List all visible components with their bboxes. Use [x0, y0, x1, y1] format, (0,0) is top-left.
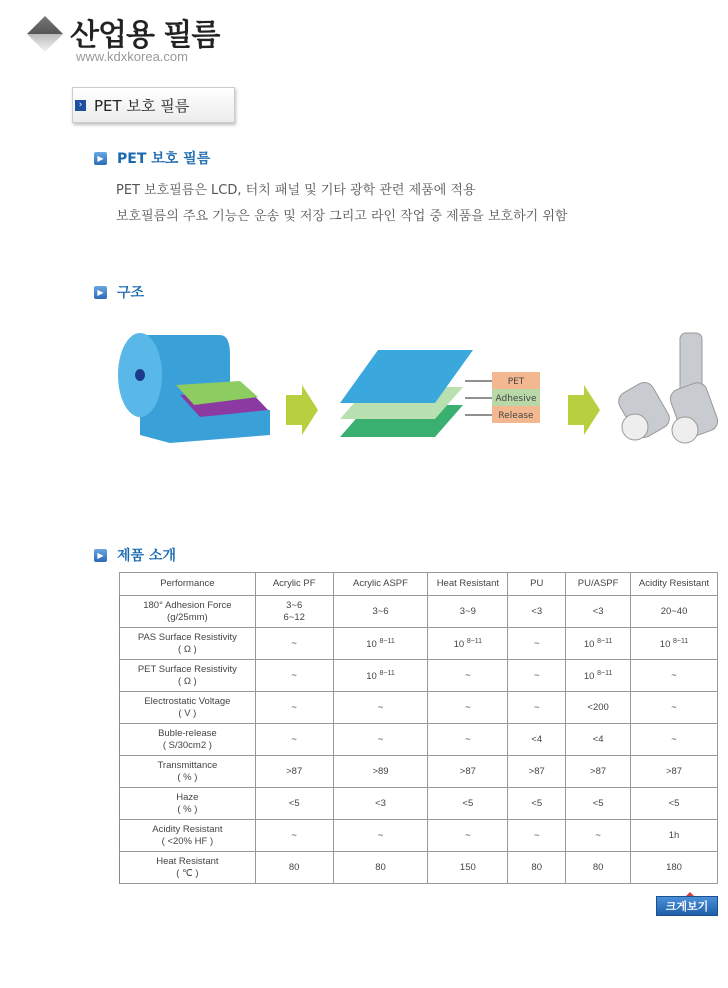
table-cell: 180 — [631, 852, 718, 884]
site-url: www.kdxkorea.com — [76, 49, 188, 64]
table-cell: >87 — [508, 756, 566, 788]
row-label — [120, 660, 256, 692]
chevron-right-icon: › — [75, 100, 86, 111]
table-cell: ~ — [255, 820, 333, 852]
table-cell: >89 — [333, 756, 428, 788]
row-label — [120, 628, 256, 660]
layer-diagram — [340, 350, 540, 437]
table-cell: 10 $^{8\sim 11}$ — [333, 660, 428, 692]
table-cell: <5 — [255, 788, 333, 820]
property-unit: ( ℃ ) — [176, 867, 199, 879]
table-cell: ~ — [428, 820, 508, 852]
table-cell: ~ — [255, 628, 333, 660]
property-unit: ( <20% HF ) — [161, 835, 214, 847]
table-cell: ~ — [333, 820, 428, 852]
property-name: Haze — [176, 791, 199, 803]
table-row — [120, 852, 718, 884]
table-cell: ~ — [631, 724, 718, 756]
arrow-right-icon — [568, 385, 600, 435]
property-name: Heat Resistant — [156, 855, 219, 867]
table-cell: <200 — [566, 692, 631, 724]
property-unit: ( Ω ) — [178, 675, 197, 687]
table-cell: 80 — [255, 852, 333, 884]
category-tab[interactable] — [72, 87, 235, 123]
table-cell: ~ — [255, 724, 333, 756]
intro-line-1: PET 보호필름은 LCD, 터치 패널 및 기타 광학 관련 제품에 적용 — [116, 183, 476, 198]
table-cell: ~ — [566, 820, 631, 852]
table-cell: ~ — [428, 660, 508, 692]
table-cell: <5 — [566, 788, 631, 820]
table-cell: 10 $^{8\sim 11}$ — [566, 660, 631, 692]
product-spec-table — [119, 572, 718, 884]
zoom-view-button[interactable]: 크게보기 — [656, 896, 718, 916]
bullet-arrow-icon: ▶ — [94, 286, 107, 299]
table-cell: 80 — [566, 852, 631, 884]
property-unit: ( % ) — [177, 771, 198, 783]
bullet-arrow-icon: ▶ — [94, 549, 107, 562]
column-header: Acrylic PF — [255, 573, 333, 596]
table-cell: <3 — [333, 788, 428, 820]
row-label — [120, 692, 256, 724]
table-cell: >87 — [631, 756, 718, 788]
table-row — [120, 628, 718, 660]
column-header: PU/ASPF — [566, 573, 631, 596]
column-header: Acidity Resistant — [631, 573, 718, 596]
property-unit: ( V ) — [178, 707, 197, 719]
table-cell: 80 — [508, 852, 566, 884]
table-cell: ~ — [255, 692, 333, 724]
row-label — [120, 596, 256, 628]
section-intro-heading — [94, 148, 210, 168]
table-cell: ~ — [508, 692, 566, 724]
table-cell: 20~40 — [631, 596, 718, 628]
table-cell: <5 — [631, 788, 718, 820]
table-cell: ~ — [428, 724, 508, 756]
property-unit: ( % ) — [177, 803, 198, 815]
property-name: Transmittance — [157, 759, 218, 771]
table-row — [120, 756, 718, 788]
page-title: 산업용 필름 — [70, 18, 220, 53]
table-cell: 10 $^{8\sim 11}$ — [333, 628, 428, 660]
property-name: Acidity Resistant — [152, 823, 223, 835]
table-cell: <5 — [428, 788, 508, 820]
table-cell: 3~9 — [428, 596, 508, 628]
section-title: 제품 소개 — [117, 548, 176, 564]
property-name: Electrostatic Voltage — [144, 695, 231, 707]
table-cell: 3~6 6~12 — [255, 596, 333, 628]
table-cell: 10 $^{8\sim 11}$ — [428, 628, 508, 660]
table-cell: 10 $^{8\sim 11}$ — [631, 628, 718, 660]
property-name: PAS Surface Resistivity — [137, 631, 237, 643]
table-cell: ~ — [631, 660, 718, 692]
table-cell: ~ — [631, 692, 718, 724]
column-header: Heat Resistant — [428, 573, 508, 596]
structure-diagram — [110, 325, 728, 450]
table-cell: ~ — [508, 820, 566, 852]
film-roll-illustration — [118, 333, 270, 443]
table-cell: ~ — [333, 724, 428, 756]
table-cell: <5 — [508, 788, 566, 820]
section-products-heading — [94, 545, 176, 565]
table-cell: 3~6 — [333, 596, 428, 628]
table-cell: ~ — [508, 628, 566, 660]
table-row — [120, 692, 718, 724]
table-cell: <4 — [566, 724, 631, 756]
arrow-right-icon — [286, 385, 318, 435]
row-label — [120, 788, 256, 820]
row-label — [120, 820, 256, 852]
column-header: Acrylic ASPF — [333, 573, 428, 596]
table-cell: ~ — [508, 660, 566, 692]
property-name: 180° Adhesion Force — [143, 599, 232, 611]
diamond-logo-icon — [27, 16, 63, 52]
table-cell: 1h — [631, 820, 718, 852]
property-unit: (g/25mm) — [167, 611, 208, 623]
row-label — [120, 756, 256, 788]
table-row — [120, 788, 718, 820]
table-cell: ~ — [255, 660, 333, 692]
tab-label: PET 보호 필름 — [94, 96, 190, 115]
table-row — [120, 596, 718, 628]
table-cell: 80 — [333, 852, 428, 884]
section-title: 구조 — [117, 285, 145, 301]
table-row — [120, 820, 718, 852]
table-cell: >87 — [255, 756, 333, 788]
table-row — [120, 724, 718, 756]
table-cell: <4 — [508, 724, 566, 756]
table-cell: >87 — [566, 756, 631, 788]
finished-rolls-illustration — [615, 333, 720, 443]
table-row — [120, 660, 718, 692]
property-name: Buble-release — [158, 727, 217, 739]
table-cell: <3 — [508, 596, 566, 628]
bullet-arrow-icon: ▶ — [94, 152, 107, 165]
table-cell: >87 — [428, 756, 508, 788]
intro-line-2: 보호필름의 주요 기능은 운송 및 저장 그리고 라인 작업 중 제품을 보호하기 위함 — [116, 209, 568, 224]
layer-label-adhesive: Adhesive — [495, 394, 537, 404]
table-cell: 150 — [428, 852, 508, 884]
layer-label-pet: PET — [507, 377, 525, 387]
layer-label-release: Release — [498, 411, 534, 421]
section-title: PET 보호 필름 — [117, 151, 211, 167]
table-cell: ~ — [428, 692, 508, 724]
section-structure-heading — [94, 282, 144, 302]
table-cell: <3 — [566, 596, 631, 628]
table-cell: ~ — [333, 692, 428, 724]
table-cell: 10 $^{8\sim 11}$ — [566, 628, 631, 660]
row-label — [120, 852, 256, 884]
row-label — [120, 724, 256, 756]
column-header: PU — [508, 573, 566, 596]
column-header: Performance — [120, 573, 256, 596]
property-name: PET Surface Resistivity — [137, 663, 237, 675]
property-unit: ( Ω ) — [178, 643, 197, 655]
property-unit: ( S/30cm2 ) — [162, 739, 212, 751]
